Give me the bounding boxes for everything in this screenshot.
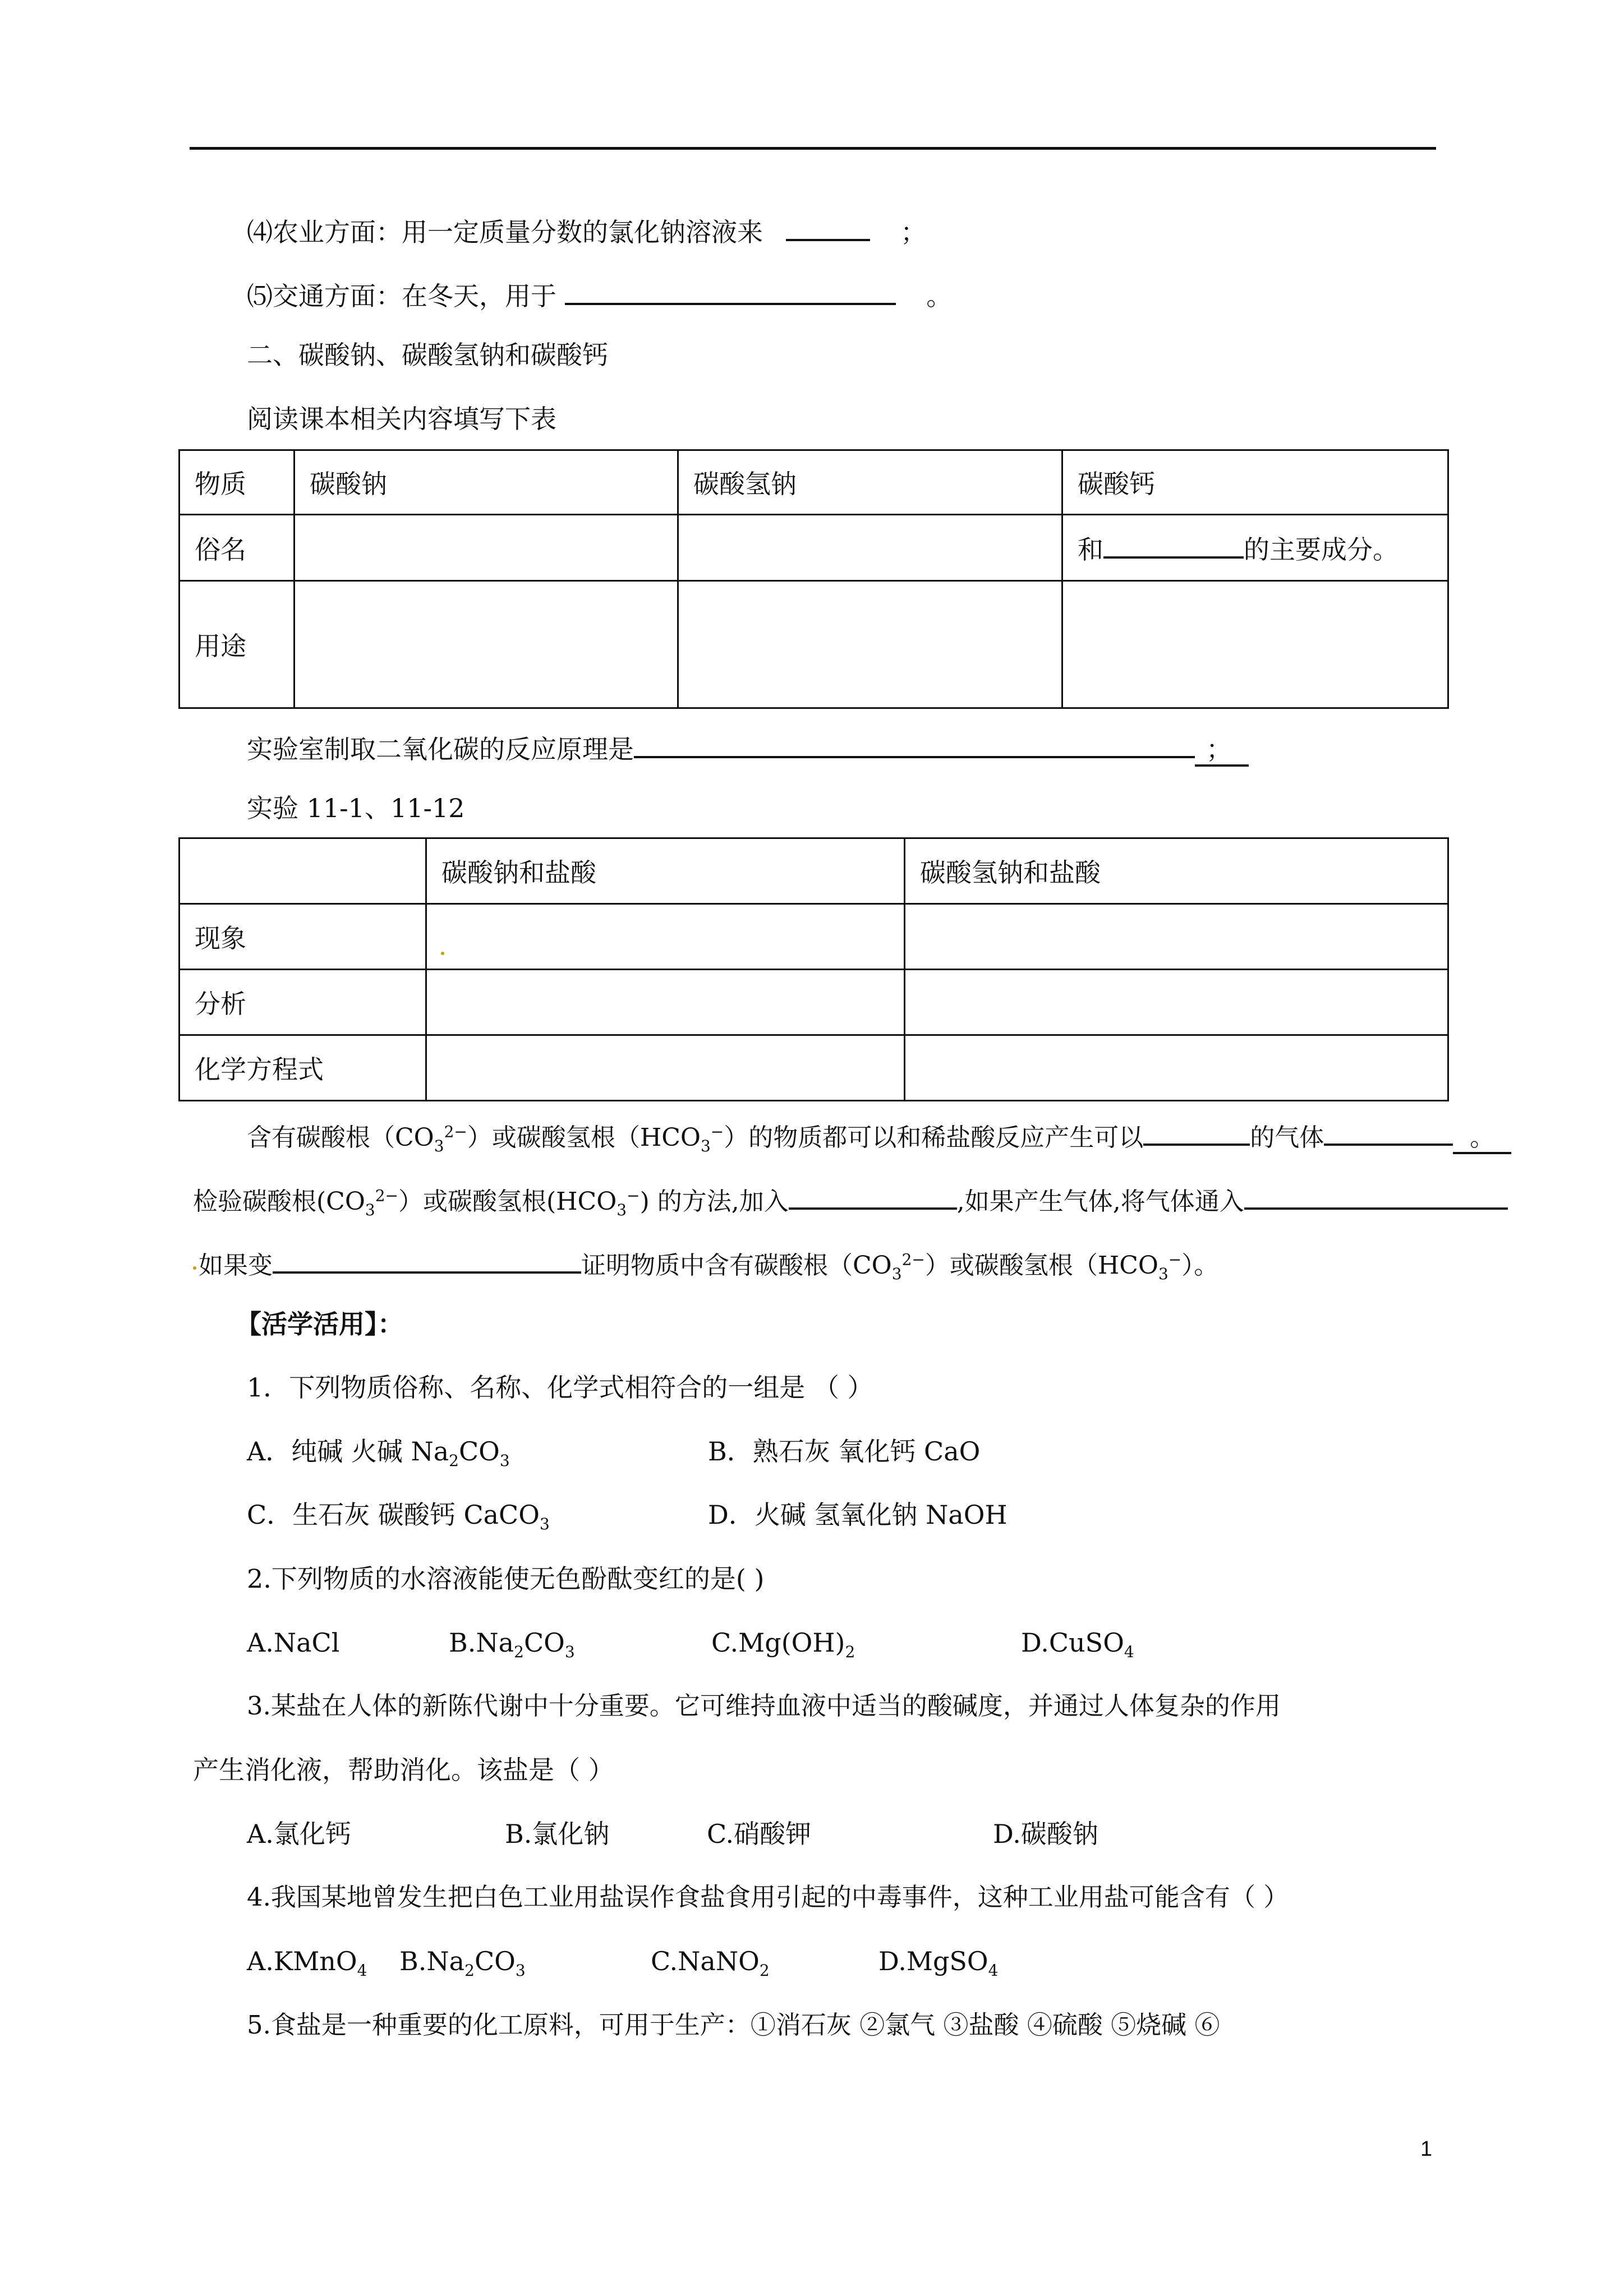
empty-cell[interactable] <box>905 970 1448 1035</box>
blank-agriculture[interactable] <box>786 214 870 241</box>
q2-option-b <box>449 1628 575 1662</box>
text-fragment: C.NaNO <box>651 1946 760 1976</box>
subscript: 2 <box>464 1961 475 1980</box>
subscript: 3 <box>1158 1264 1168 1283</box>
superscript: − <box>627 1186 640 1205</box>
para-carbonate-line3 <box>199 1247 1219 1283</box>
table-experiment <box>178 837 1449 1101</box>
q1-option-c <box>247 1500 550 1534</box>
empty-cell[interactable] <box>905 904 1448 970</box>
q4-option-c <box>651 1946 770 1980</box>
text-fragment: ）或碳酸氢根(HCO <box>398 1187 617 1216</box>
text-fragment: ）。 <box>1181 1251 1219 1280</box>
table-row <box>180 904 1448 970</box>
row-label: 分析 <box>180 970 426 1035</box>
q3-option-a: A.氯化钙 <box>247 1819 351 1849</box>
empty-cell[interactable] <box>1062 581 1448 708</box>
text-fragment: C.Mg(OH) <box>711 1628 845 1658</box>
text-fragment: D.CuSO <box>1021 1628 1124 1658</box>
empty-cell[interactable] <box>295 515 678 581</box>
para-co2-prep-text: 实验室制取二氧化碳的反应原理是 <box>247 734 634 764</box>
subscript: 3 <box>617 1200 627 1219</box>
text-fragment: 的气体 <box>1250 1123 1324 1152</box>
para-co2-prep <box>247 731 1249 762</box>
table-header-cell: 碳酸氢钠 <box>678 450 1062 515</box>
q3-option-b: B.氯化钠 <box>505 1819 610 1849</box>
text-fragment: 检验碳酸根(CO <box>193 1187 365 1216</box>
superscript: 2− <box>901 1250 925 1269</box>
text-fragment: ) 的方法,加入 <box>640 1187 789 1216</box>
row-label: 化学方程式 <box>180 1035 426 1101</box>
para-carbonate-line1 <box>247 1119 1511 1155</box>
table-row <box>180 970 1448 1035</box>
text-fragment: 。 <box>1453 1123 1511 1154</box>
text-fragment: 证明物质中含有碳酸根（CO <box>581 1251 892 1280</box>
blank-co2-prep[interactable] <box>634 731 1195 758</box>
table-header-cell: 碳酸钠和盐酸 <box>426 838 905 904</box>
q1-option-a <box>247 1436 510 1470</box>
row-label: 现象 <box>180 904 426 970</box>
empty-cell[interactable] <box>426 904 905 970</box>
text-fragment: CO <box>458 1436 500 1467</box>
para-agriculture-end: ； <box>900 217 927 247</box>
text-fragment: B.Na <box>399 1946 465 1976</box>
read-instruction: 阅读课本相关内容填写下表 <box>247 404 556 434</box>
subscript: 3 <box>515 1961 526 1980</box>
table-row <box>180 515 1448 581</box>
page-number: 1 <box>1420 2137 1433 2161</box>
text-fragment: A．纯碱 火碱 Na <box>247 1436 449 1467</box>
blank-common-name[interactable] <box>1103 532 1244 559</box>
subscript: 4 <box>1124 1643 1134 1662</box>
question-3-line1: 3.某盐在人体的新陈代谢中十分重要。它可维持血液中适当的酸碱度，并通过人体复杂的作用 <box>247 1691 1281 1721</box>
table-row <box>180 838 1448 904</box>
text-fragment: C．生石灰 碳酸钙 CaCO <box>247 1500 540 1530</box>
subscript: 2 <box>514 1643 524 1662</box>
text-fragment: ）的物质都可以和稀盐酸反应产生可以 <box>724 1123 1144 1152</box>
empty-cell[interactable] <box>905 1035 1448 1101</box>
blank-traffic[interactable] <box>565 278 896 305</box>
q1-option-d: D．火碱 氢氧化钠 NaOH <box>708 1500 1007 1530</box>
subscript: 3 <box>434 1136 444 1155</box>
blank-gas-property[interactable] <box>1143 1119 1250 1146</box>
table-carbonates <box>178 449 1449 709</box>
question-1-stem: 1．下列物质俗称、名称、化学式相符合的一组是 （ ） <box>247 1372 873 1403</box>
superscript: 2− <box>375 1186 399 1205</box>
subscript: 2 <box>759 1961 770 1980</box>
para-traffic-text: ⑸交通方面：在冬天，用于 <box>247 281 556 311</box>
para-carbonate-line2 <box>193 1183 1508 1219</box>
q2-option-a: A.NaCl <box>247 1628 340 1658</box>
empty-cell[interactable] <box>678 581 1062 708</box>
empty-cell[interactable] <box>426 970 905 1035</box>
q3-option-c: C.硝酸钾 <box>707 1819 812 1849</box>
table-header-cell: 物质 <box>180 450 295 515</box>
subscript: 2 <box>845 1643 855 1662</box>
row-label: 俗名 <box>180 515 295 581</box>
blank-solution[interactable] <box>1244 1183 1508 1210</box>
subscript: 3 <box>539 1515 550 1534</box>
question-5-stem: 5.食盐是一种重要的化工原料，可用于生产：①消石灰 ②氯气 ③盐酸 ④硫酸 ⑤烧碱 ⑥ <box>247 2010 1220 2040</box>
common-name-cell <box>1062 515 1448 581</box>
table-row <box>180 1035 1448 1101</box>
subscript: 3 <box>700 1136 711 1155</box>
text-fragment: ）或碳酸氢根（HCO <box>467 1123 701 1152</box>
q4-option-d <box>878 1946 999 1980</box>
para-agriculture-text: ⑷农业方面：用一定质量分数的氯化钠溶液来 <box>247 217 763 247</box>
text-fragment: 含有碳酸根（CO <box>247 1123 434 1152</box>
text-fragment: ）或碳酸氢根（HCO <box>924 1251 1158 1280</box>
text-fragment: 如果变 <box>199 1251 273 1280</box>
q3-option-d: D.碳酸钠 <box>993 1819 1098 1849</box>
table-header-cell: 碳酸钙 <box>1062 450 1448 515</box>
text-fragment: CO <box>523 1628 565 1658</box>
question-4-stem: 4.我国某地曾发生把白色工业用盐误作食盐食用引起的中毒事件，这种工业用盐可能含有（ ） <box>247 1882 1289 1912</box>
practice-title: 【活学活用】： <box>236 1309 403 1339</box>
text-fragment: B.Na <box>449 1628 514 1658</box>
text-fragment: D.MgSO <box>878 1946 988 1976</box>
para-agriculture <box>247 214 926 245</box>
text-fragment: ,如果产生气体,将气体通入 <box>956 1187 1244 1216</box>
experiment-title: 实验 11-1、11-12 <box>247 793 465 823</box>
superscript: − <box>710 1122 724 1141</box>
q1-option-b: B．熟石灰 氧化钙 CaO <box>708 1436 981 1467</box>
common-name-prefix: 和 <box>1078 534 1103 565</box>
empty-cell[interactable] <box>426 1035 905 1101</box>
para-traffic-end: 。 <box>926 281 953 311</box>
table-row <box>180 581 1448 708</box>
subscript: 4 <box>988 1961 999 1980</box>
blank-result[interactable] <box>273 1247 581 1274</box>
q4-option-a <box>247 1946 367 1980</box>
para-traffic <box>247 278 952 309</box>
stray-dot <box>441 952 444 955</box>
subscript: 4 <box>357 1961 367 1980</box>
q2-option-d <box>1021 1628 1134 1662</box>
text-fragment: A.KMnO <box>247 1946 357 1976</box>
table-header-cell: 碳酸氢钠和盐酸 <box>905 838 1448 904</box>
table-row <box>180 450 1448 515</box>
q4-option-b <box>399 1946 526 1980</box>
blank-reagent[interactable] <box>789 1183 957 1210</box>
question-3-line2: 产生消化液，帮助消化。该盐是（ ） <box>193 1755 614 1785</box>
empty-cell[interactable] <box>295 581 678 708</box>
superscript: − <box>1168 1250 1182 1269</box>
subscript: 3 <box>365 1200 375 1219</box>
header-rule <box>190 147 1436 150</box>
q2-option-c <box>711 1628 855 1662</box>
superscript: 2− <box>444 1122 467 1141</box>
table-header-cell: 碳酸钠 <box>295 450 678 515</box>
blank-gas-name[interactable] <box>1324 1119 1453 1146</box>
section-title: 二、碳酸钠、碳酸氢钠和碳酸钙 <box>247 340 608 370</box>
common-name-suffix: 的主要成分。 <box>1244 534 1398 565</box>
question-2-stem: 2.下列物质的水溶液能使无色酚酞变红的是( ) <box>247 1564 765 1594</box>
subscript: 3 <box>891 1264 902 1283</box>
row-label: 用途 <box>180 581 295 708</box>
para-co2-prep-end: ； <box>1195 734 1249 767</box>
subscript: 3 <box>499 1451 510 1470</box>
table-header-cell <box>180 838 426 904</box>
text-fragment: CO <box>474 1946 516 1976</box>
empty-cell[interactable] <box>678 515 1062 581</box>
subscript: 3 <box>564 1643 575 1662</box>
stray-dot <box>193 1266 196 1270</box>
subscript: 2 <box>449 1451 459 1470</box>
